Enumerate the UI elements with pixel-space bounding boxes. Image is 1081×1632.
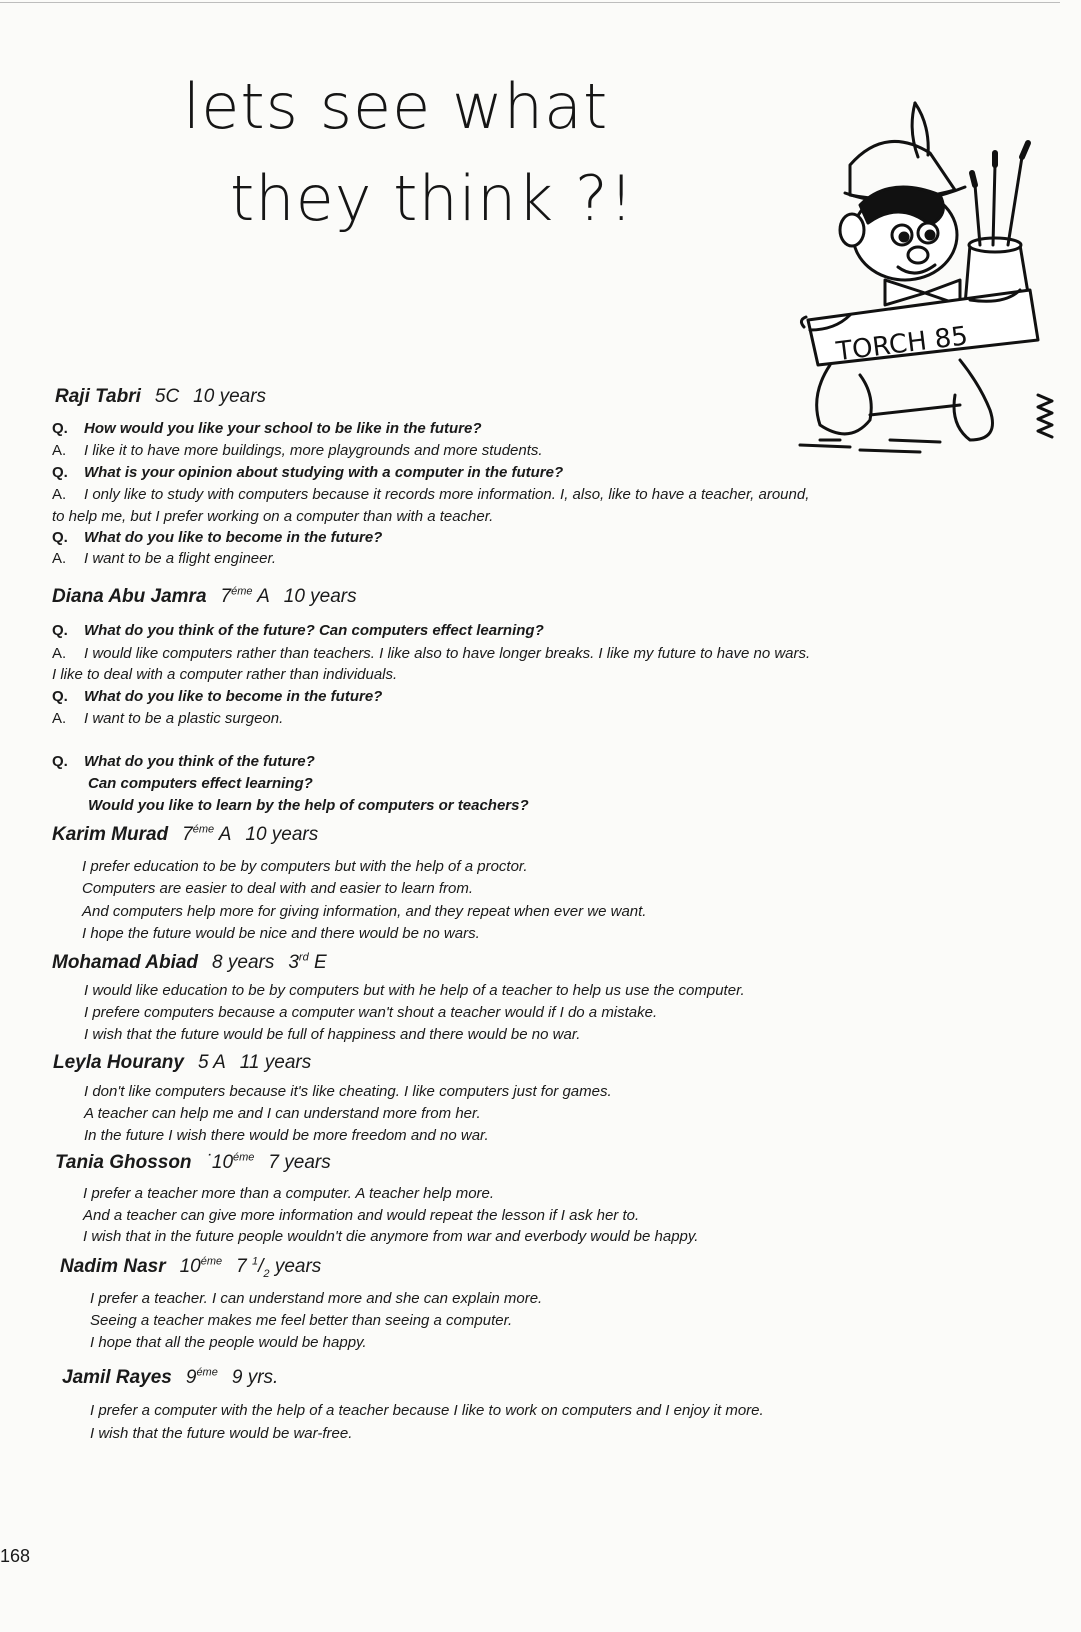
interviewee-tania-heading [55,1152,345,1174]
answer-text: A. I like it to have more buildings, more playgrounds and more students. [52,442,543,459]
title-line-1: lets see what [183,70,609,143]
a-label: A. [52,486,67,503]
student-name: Mohamad Abiad [52,952,199,974]
question-text: Q. What do you like to become in the future? [52,688,383,705]
response-line: I prefere computers because a computer wan't shout a teacher would if I do a mistake. [84,1004,658,1021]
student-class: $10^{éme}$ [179,1256,223,1278]
response-line: I wish that the future would be full of happiness and there would be no war. [84,1026,581,1043]
response-line: A teacher can help me and I can understand more from her. [84,1105,481,1122]
student-class: $9^{éme}$ [185,1367,218,1389]
response-line: I wish that the future would be war-free. [90,1425,353,1442]
student-class: 3rd E [288,952,327,974]
response-line: I hope that all the people would be happy. [90,1334,367,1351]
answer-text: A. I want to be a plastic surgeon. [52,710,284,727]
response-line: I prefer a teacher more than a computer. A teacher help more. [83,1185,495,1202]
response-line: I prefer a computer with the help of a teacher because I like to work on computers and I enjoy it more. [90,1402,764,1419]
student-name: Nadim Nasr [60,1256,166,1278]
q-label: Q. [52,622,68,639]
student-age: 10 years [193,386,267,407]
interviewee-jamil-heading [62,1367,292,1389]
response-line: In the future I wish there would be more freedom and no war. [84,1127,489,1144]
q-label: Q. [52,753,68,770]
interviewee-nadim-heading [60,1256,335,1280]
a-label: A. [52,442,67,459]
interviewee-mohamad-heading [52,952,341,974]
response-line: And a teacher can give more information and would repeat the lesson if I ask her to. [83,1207,640,1224]
student-class: $˙10^{éme}$ [205,1152,255,1174]
q-label: Q. [52,420,68,437]
student-class: 5C [154,386,180,407]
a-label: A. [52,710,67,727]
student-age: 10 years [245,824,319,846]
answer-text: A. I would like computers rather than teachers. I like also to have longer breaks. I like my future to have no wars. [52,645,811,662]
student-age: 8 years [212,952,275,974]
response-line: I would like education to be by computers but with he help of a teacher to help us use the computer. [84,982,745,999]
response-line: I prefer a teacher. I can understand more and she can explain more. [90,1290,543,1307]
student-class: $7^{éme}$ A [220,586,270,608]
answer-text: A. I only like to study with computers because it records more information. I, also, like to have a teacher, around, [52,486,810,503]
question-text: Q. How would you like your school to be like in the future? [52,420,482,437]
a-label: A. [52,645,67,662]
question-text: Q. What is your opinion about studying with a computer in the future? [52,464,564,481]
general-question-line: Would you like to learn by the help of computers or teachers? [88,797,529,814]
question-text: Q. What do you like to become in the future? [52,529,383,546]
interviewee-diana-heading [52,586,371,608]
general-question-line: Q. What do you think of the future? [52,753,315,770]
interviewee-karim-heading [52,824,332,846]
student-age: 11 years [239,1052,312,1073]
student-name: Diana Abu Jamra [52,586,207,608]
answer-text-continued: I like to deal with a computer rather than individuals. [52,666,398,683]
student-name: Jamil Rayes [62,1367,172,1389]
student-age: 10 years [283,586,357,608]
answer-text-continued: to help me, but I prefer working on a computer than with a teacher. [52,508,494,525]
sign-text: TORCH 85 [834,321,970,368]
response-line: Seeing a teacher makes me feel better than seeing a computer. [90,1312,513,1329]
interviewee-raji-heading [55,386,280,408]
student-class: 5 A [197,1052,226,1073]
response-line: Computers are easier to deal with and easier to learn from. [82,880,474,897]
response-line: And computers help more for giving information, and they repeat when ever we want. [82,903,647,920]
response-line: I prefer education to be by computers but with the help of a proctor. [82,858,528,875]
student-name: Leyla Hourany [53,1052,184,1073]
student-age: 7 years [268,1152,331,1174]
general-question-line: Can computers effect learning? [88,775,313,792]
response-line: I hope the future would be nice and there would be no wars. [82,925,480,942]
q-label: Q. [52,464,68,481]
title-line-2: they think ?! [230,162,635,235]
question-text: Q. What do you think of the future? Can computers effect learning? [52,622,544,639]
q-label: Q. [52,688,68,705]
student-age: 9 yrs. [231,1367,279,1389]
response-line: I don't like computers because it's like cheating. I like computers just for games. [84,1083,612,1100]
interviewee-leyla-heading [53,1052,325,1074]
student-class: $7^{éme}$ A [182,824,232,846]
response-line: I wish that in the future people wouldn't die anymore from war and everbody would be happy. [83,1228,699,1245]
page-number: 168 [0,1546,31,1566]
a-label: A. [52,550,67,567]
student-name: Raji Tabri [55,386,141,407]
student-name: Karim Murad [52,824,169,846]
answer-text: A. I want to be a flight engineer. [52,550,277,567]
q-label: Q. [52,529,68,546]
student-age: 7 $^1/_2$ years [236,1256,322,1281]
student-name: Tania Ghosson [55,1152,192,1174]
